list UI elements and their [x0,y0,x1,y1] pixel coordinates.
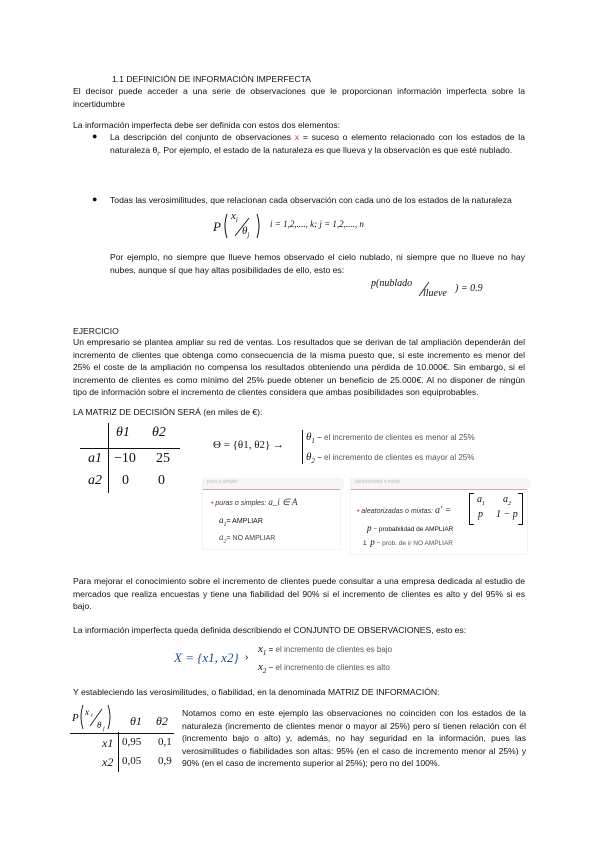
theta2-description: $\theta_2$ − el incremento de clientes es mayor al 25% [306,451,475,466]
col-header: θ2 [156,714,168,728]
exercise-heading: EJERCICIO [73,326,119,336]
exercise-paragraph: Un empresario se plantea ampliar su red de ventas. Los resultados que se derivan de tal ampliación dependerán del incremento de clientes que obtenga como consecuencia de la misma puesto que, si este incremento es menor del 25% el coste de la ampliación no compensa los resultados obteniendo una pérdida de 10.000€. Sin embargo, si el incremento de clientes es como mínimo del 25% puede obtener un beneficio de 25.000€. Al no disponer de ningún tipo de información sobre el incremento de clientes considera que ambas posibilidades son equiprobables. [73,337,525,398]
decision-matrix-title: LA MATRIZ DE DECISIÓN SERÁ (en miles de €): [73,407,263,417]
mixed-matrix: $a_1$ $a_2$ p 1 − p [469,493,523,523]
matrix-cell: 25 [156,451,170,466]
pure-a2: $a_2=$ NO AMPLIAR [219,532,276,545]
bullet-dot-icon: ● [92,194,98,204]
example-formula: p(nublado llueve ) = 0.9 [371,278,483,299]
brace-line [302,430,303,464]
svg-text:i: i [91,713,93,719]
svg-text:P: P [213,219,221,234]
x-symbol: x [294,132,300,142]
x2-description: $x_2$ − el incremento de clientes es alto [258,661,390,676]
elements-intro: La información imperfecta debe ser definida con estos dos elementos: [73,120,341,130]
formula-index-ranges: i = 1,2,...., k; j = 1,2,...., n [270,219,364,229]
row-label: x1 [102,736,114,750]
theta-set: Θ = {θ1, θ2} → [213,439,284,451]
svg-text:P: P [72,712,79,724]
example-paragraph: Por ejemplo, no siempre que llueve hemos observado el cielo nublado, ni siempre que no llueve no hay nubes, aunque sí que hay altas posibilidades de ello, esto es: [110,252,525,275]
svg-text:j: j [103,726,105,732]
matrix-cell: −10 [114,451,136,466]
svg-text:x: x [85,707,89,717]
row-label: a1 [88,451,102,466]
bullet-observations: La descripción del conjunto de observaciones x = suceso o elemento relacionado con los estados de la naturaleza $\theta_i$. Por ejemplo, el estado de la naturaleza es que llueva y la observación es que esté nublado. [110,132,525,158]
arrow-icon: › [245,652,249,663]
matrix-cell: 0,1 [158,736,172,748]
decision-matrix [80,423,180,493]
pure-line: • puras o simples: a_i ∈ A [211,497,298,507]
matrix-cell: 0,95 [122,736,142,748]
information-matrix-title: Y estableciendo las verosimilitudes, o fiabilidad, en la denominada MATRIZ DE INFORMACIÓN: [73,687,440,697]
matrix-cell: 0,9 [158,755,172,767]
bullet-likelihoods: Todas las verosimilitudes, que relacionan cada observación con cada uno de los estados de la naturaleza [110,195,512,205]
mixed-1p-desc: 1 p − prob. de ir NO AMPLIAR [363,537,453,547]
row-label: a2 [88,473,102,488]
row-label: x2 [102,755,114,769]
observation-set: X = {x1, x2} [174,650,239,665]
intro-paragraph: El decisor puede acceder a una serie de observaciones que le proporcionan información imperfecta sobre la incertidumbre [73,86,525,109]
section-title: 1.1 DEFINICIÓN DE INFORMACIÓN IMPERFECTA [112,74,311,84]
col-header: θ1 [116,425,130,440]
mixed-strategies-box: aleatorizada o mixta • aleatorizadas o mixtas: a' = $a_1$ $a_2$ p 1 − p p − probabilidad de AMPLIAR 1 p − prob. de ir NO AMPLIAR [351,479,527,554]
observations-paragraph: La información imperfecta queda definida describiendo el CONJUNTO DE OBSERVACIONES, esto es: [73,625,467,635]
col-header: θ2 [152,425,166,440]
matrix-cell: 0 [158,473,165,488]
information-note: Notamos como en este ejemplo las observaciones no coinciden con los estados de la naturaleza (incremento de clientes menor o mayor al 25%) pero sí tienen relación con él (incremento bajo o alto) y, además, no hay seguridad en la información, pues las verosimilitudes o fiabilidades son altas: 95% (en el caso de incremento menor al 25%) y 90% (en el caso de incremento superior al 25%); pero no del 100%. [182,708,526,769]
likelihood-formula: P $x_i$ $\theta_j$ [213,210,273,242]
svg-text:θ: θ [97,720,102,730]
bullet-dot-icon: ● [92,131,98,141]
matrix-cell: 0 [122,473,129,488]
x1-description: $x_1$ = el incremento de clientes es bajo [258,643,393,658]
improve-paragraph: Para mejorar el conocimiento sobre el incremento de clientes puede consultar a una empresa dedicada al estudio de mercados que realiza encuestas y tiene una fiabilidad del 90% si el incremento de clientes es alto y del 95% si es bajo. [73,576,525,612]
matrix-cell: 0,05 [122,755,142,767]
mixed-p-desc: p − probabilidad de AMPLIAR [367,523,454,533]
mixed-line: • aleatorizadas o mixtas: a' = [357,505,452,516]
pure-a1: $a_1=$ AMPLIAR [219,515,263,528]
information-matrix [70,702,174,772]
col-header: θ1 [130,714,142,728]
theta1-description: $\theta_1$ − el incremento de clientes es menor al 25% [306,431,475,446]
pure-strategies-box: pura o simple • puras o simples: a_i ∈ A $a_1=$ AMPLIAR $a_2=$ NO AMPLIAR [203,479,340,549]
